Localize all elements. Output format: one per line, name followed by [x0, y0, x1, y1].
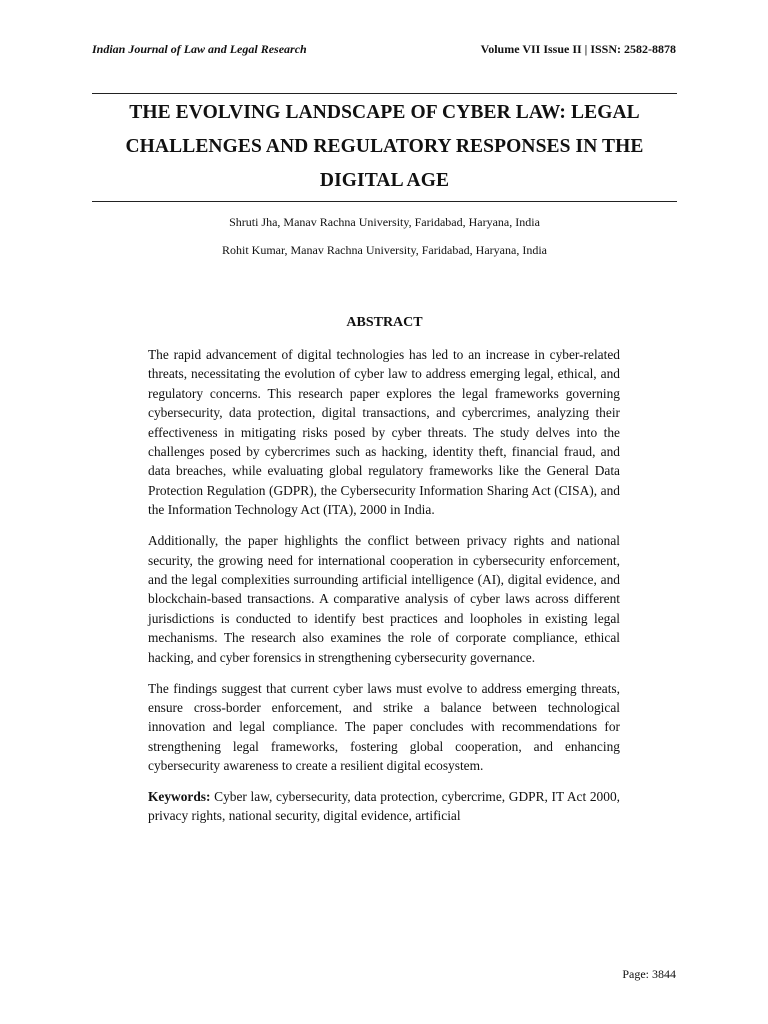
page-number: Page: 3844	[622, 967, 676, 981]
abstract-paragraph: Additionally, the paper highlights the conflict between privacy rights and national security, the growing need for international cooperation in cybersecurity enforcement, and the legal complexities surrounding artificial intelligence (AI), digital evidence, and blockchain-based transactions. A comparative analysis of cyber laws across different jurisdictions is conducted to identify best practices and loopholes in existing legal mechanisms. The research also examines the role of corporate compliance, ethical hacking, and cyber forensics in strengthening cybersecurity governance.	[148, 533, 620, 665]
title-top-rule	[92, 93, 677, 94]
keywords-paragraph	[148, 787, 620, 826]
journal-name: Indian Journal of Law and Legal Research	[92, 42, 307, 56]
abstract-body	[148, 345, 620, 837]
running-header	[92, 42, 676, 60]
abstract-paragraph: The rapid advancement of digital technologies has led to an increase in cyber-related threats, necessitating the evolution of cyber law to address emerging legal, ethical, and regulatory concerns. This research paper explores the legal frameworks governing cybersecurity, data protection, digital transactions, and cybercrimes, analyzing their effectiveness in mitigating risks posed by cyber threats. The study delves into the challenges posed by cybercrimes such as hacking, identity theft, financial fraud, and data breaches, while evaluating global regulatory frameworks like the General Data Protection Regulation (GDPR), the Cybersecurity Information Sharing Act (CISA), and the Information Technology Act (ITA), 2000 in India.	[148, 347, 620, 518]
author-affiliation: Shruti Jha, Manav Rachna University, Faridabad, Haryana, India	[229, 215, 540, 229]
abstract-heading: ABSTRACT	[346, 315, 423, 330]
title-bottom-rule	[92, 201, 677, 202]
keywords-text: Cyber law, cybersecurity, data protection, cybercrime, GDPR, IT Act 2000, privacy rights, national security, digital evidence, artificial	[148, 789, 620, 824]
paper-title: THE EVOLVING LANDSCAPE OF CYBER LAW: LEGAL CHALLENGES AND REGULATORY RESPONSES IN THE DIGITAL AGE	[125, 102, 644, 191]
keywords-label: Keywords:	[148, 789, 211, 805]
abstract-paragraph: The findings suggest that current cyber laws must evolve to address emerging threats, ensure cross-border enforcement, and strike a balance between technological innovation and legal compliance. The paper concludes with recommendations for strengthening legal frameworks, fostering global cooperation, and enhancing cybersecurity awareness to create a resilient digital ecosystem.	[148, 680, 620, 774]
author-affiliation: Rohit Kumar, Manav Rachna University, Faridabad, Haryana, India	[222, 243, 547, 257]
volume-issn: Volume VII Issue II | ISSN: 2582-8878	[480, 42, 676, 56]
